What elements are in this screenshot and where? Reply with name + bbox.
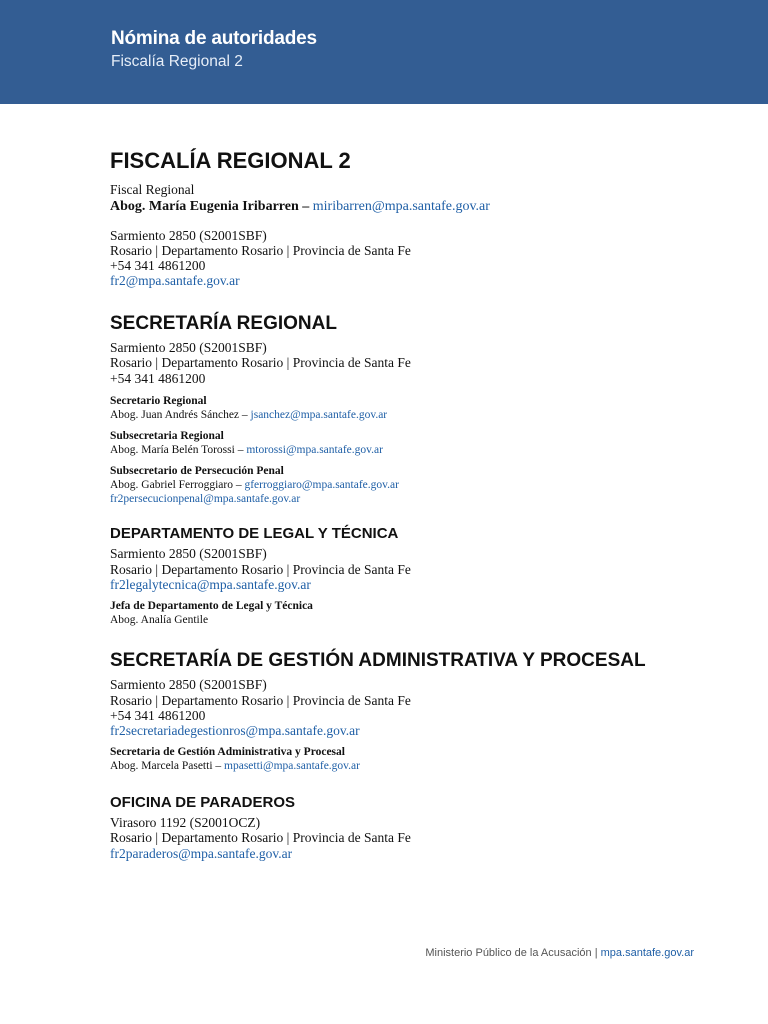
subsecretaria-email-link[interactable]: mtorossi@mpa.santafe.gov.ar <box>246 444 383 456</box>
persecucion-general-email-link[interactable]: fr2persecucionpenal@mpa.santafe.gov.ar <box>110 493 301 505</box>
subsecretaria-role: Subsecretaria Regional <box>110 430 224 442</box>
fiscalia-email-link[interactable]: miribarren@mpa.santafe.gov.ar <box>312 199 490 214</box>
secretaria-address: Sarmiento 2850 (S2001SBF) <box>110 340 267 355</box>
paraderos-email-link[interactable]: fr2paraderos@mpa.santafe.gov.ar <box>110 846 293 861</box>
secretario-name: Abog. Juan Andrés Sánchez – <box>110 409 251 421</box>
header-subtitle: Fiscalía Regional 2 <box>111 53 243 70</box>
secretario-contact <box>110 408 387 422</box>
legal-email-link[interactable]: fr2legalytecnica@mpa.santafe.gov.ar <box>110 577 311 592</box>
header-title: Nómina de autoridades <box>111 28 317 49</box>
fiscalia-heading: FISCALÍA REGIONAL 2 <box>110 148 351 173</box>
page-footer <box>425 947 694 959</box>
legal-address: Sarmiento 2850 (S2001SBF) <box>110 546 267 561</box>
fiscalia-general-email-link[interactable]: fr2@mpa.santafe.gov.ar <box>110 273 240 288</box>
gestion-sec-role: Secretaria de Gestión Administrativa y Procesal <box>110 746 345 758</box>
gestion-phone: +54 341 4861200 <box>110 708 206 723</box>
legal-city: Rosario | Departamento Rosario | Provincia de Santa Fe <box>110 562 411 577</box>
gestion-sec-email-link[interactable]: mpasetti@mpa.santafe.gov.ar <box>224 760 360 772</box>
paraderos-heading: OFICINA DE PARADEROS <box>110 794 296 811</box>
fiscalia-sep: – <box>298 199 313 214</box>
fiscalia-contact <box>110 199 490 215</box>
page-header <box>0 0 768 104</box>
secretaria-phone: +54 341 4861200 <box>110 371 206 386</box>
persecucion-contact <box>110 478 399 492</box>
footer-link[interactable]: mpa.santafe.gov.ar <box>600 947 694 959</box>
gestion-email-link[interactable]: fr2secretariadegestionros@mpa.santafe.gov.ar <box>110 723 360 738</box>
legal-heading: DEPARTAMENTO DE LEGAL Y TÉCNICA <box>110 525 399 542</box>
gestion-sec-name: Abog. Marcela Pasetti – <box>110 760 225 772</box>
fiscalia-address: Sarmiento 2850 (S2001SBF) <box>110 228 267 243</box>
gestion-address: Sarmiento 2850 (S2001SBF) <box>110 677 267 692</box>
persecucion-name: Abog. Gabriel Ferroggiaro – <box>110 479 245 491</box>
subsecretaria-contact <box>110 443 383 457</box>
gestion-heading: SECRETARÍA DE GESTIÓN ADMINISTRATIVA Y PROCESAL <box>110 650 646 671</box>
paraderos-city: Rosario | Departamento Rosario | Provincia de Santa Fe <box>110 830 411 845</box>
fiscalia-city: Rosario | Departamento Rosario | Provincia de Santa Fe <box>110 243 411 258</box>
secretaria-city: Rosario | Departamento Rosario | Provincia de Santa Fe <box>110 355 411 370</box>
fiscalia-name: Abog. María Eugenia Iribarren <box>110 199 299 214</box>
persecucion-role: Subsecretario de Persecución Penal <box>110 465 284 477</box>
persecucion-email-link[interactable]: gferroggiaro@mpa.santafe.gov.ar <box>244 479 399 491</box>
footer-text: Ministerio Público de la Acusación | <box>425 947 601 959</box>
fiscalia-role: Fiscal Regional <box>110 182 195 197</box>
legal-jefa-role: Jefa de Departamento de Legal y Técnica <box>110 600 313 612</box>
legal-jefa-name: Abog. Analía Gentile <box>110 614 209 626</box>
secretaria-heading: SECRETARÍA REGIONAL <box>110 313 337 334</box>
fiscalia-phone: +54 341 4861200 <box>110 258 206 273</box>
gestion-sec-contact <box>110 759 360 773</box>
paraderos-address: Virasoro 1192 (S2001OCZ) <box>110 815 261 830</box>
secretario-email-link[interactable]: jsanchez@mpa.santafe.gov.ar <box>250 409 388 421</box>
secretario-role: Secretario Regional <box>110 395 207 407</box>
gestion-city: Rosario | Departamento Rosario | Provincia de Santa Fe <box>110 693 411 708</box>
subsecretaria-name: Abog. María Belén Torossi – <box>110 444 247 456</box>
